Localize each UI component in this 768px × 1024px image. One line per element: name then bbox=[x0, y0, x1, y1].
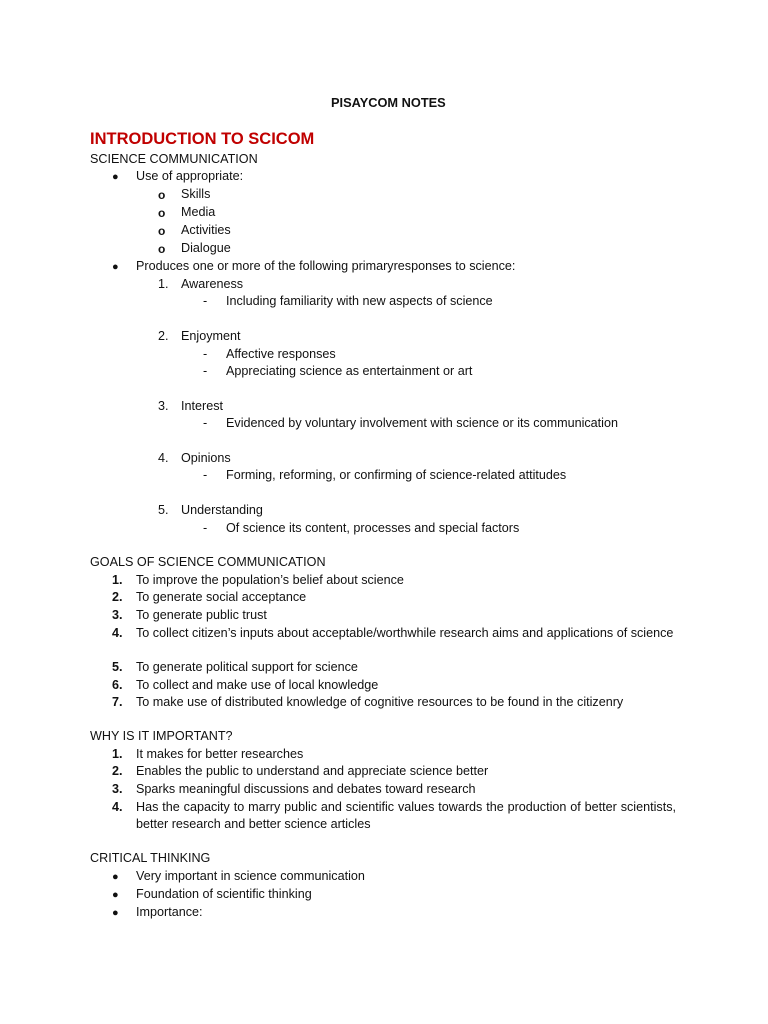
response-detail: Including familiarity with new aspects of science bbox=[226, 294, 493, 308]
section-heading-critical-thinking: CRITICAL THINKING bbox=[90, 851, 211, 865]
response-detail: Evidenced by voluntary involvement with science or its communication bbox=[226, 416, 618, 430]
bullet-icon: ● bbox=[112, 907, 119, 919]
list-item: Use of appropriate: bbox=[136, 169, 244, 183]
dash-icon: - bbox=[203, 416, 208, 430]
circle-bullet-icon: o bbox=[158, 224, 166, 238]
sub-list-item: Activities bbox=[181, 223, 231, 237]
section-heading-science-communication: SCIENCE COMMUNICATION bbox=[90, 152, 258, 166]
bullet-icon: ● bbox=[112, 171, 119, 183]
list-item: Produces one or more of the following primaryresponses to science: bbox=[136, 259, 516, 273]
importance-item: Has the capacity to marry public and scientific values towards the production of better scientists, better research and better science articles bbox=[136, 800, 676, 831]
sub-list-item: Media bbox=[181, 205, 216, 219]
list-number: 5. bbox=[158, 503, 169, 517]
goal-item: To collect and make use of local knowledge bbox=[136, 678, 379, 692]
sub-list-item: Dialogue bbox=[181, 241, 231, 255]
bullet-icon: ● bbox=[112, 871, 119, 883]
goal-item: To generate political support for science bbox=[136, 660, 358, 674]
importance-item: Enables the public to understand and appreciate science better bbox=[136, 764, 489, 778]
goal-item: To generate public trust bbox=[136, 608, 267, 622]
list-number: 4. bbox=[158, 451, 169, 465]
response-detail: Of science its content, processes and special factors bbox=[226, 521, 520, 535]
response-label: Enjoyment bbox=[181, 329, 241, 343]
list-number: 1. bbox=[112, 747, 123, 761]
circle-bullet-icon: o bbox=[158, 206, 166, 220]
list-number: 6. bbox=[112, 678, 123, 692]
response-label: Interest bbox=[181, 399, 223, 413]
list-number: 2. bbox=[112, 764, 123, 778]
list-number: 1. bbox=[158, 277, 169, 291]
response-detail: Affective responses bbox=[226, 347, 336, 361]
list-number: 7. bbox=[112, 695, 123, 709]
list-number: 3. bbox=[158, 399, 169, 413]
sub-list-item: Skills bbox=[181, 187, 211, 201]
bullet-icon: ● bbox=[112, 261, 119, 273]
section-heading-importance: WHY IS IT IMPORTANT? bbox=[90, 729, 233, 743]
response-label: Awareness bbox=[181, 277, 244, 291]
list-number: 3. bbox=[112, 608, 123, 622]
dash-icon: - bbox=[203, 347, 208, 361]
list-number: 2. bbox=[158, 329, 169, 343]
list-number: 4. bbox=[112, 626, 123, 640]
critical-item: Foundation of scientific thinking bbox=[136, 887, 312, 901]
goal-item: To improve the population’s belief about science bbox=[136, 573, 404, 587]
importance-item: Sparks meaningful discussions and debates toward research bbox=[136, 782, 476, 796]
list-number: 3. bbox=[112, 782, 123, 796]
dash-icon: - bbox=[203, 364, 208, 378]
dash-icon: - bbox=[203, 294, 208, 308]
importance-item: It makes for better researches bbox=[136, 747, 304, 761]
response-detail: Appreciating science as entertainment or art bbox=[226, 364, 473, 378]
goal-item: To collect citizen’s inputs about acceptable/worthwhile research aims and applications of science bbox=[136, 626, 674, 640]
dash-icon: - bbox=[203, 468, 208, 482]
goal-item: To make use of distributed knowledge of cognitive resources to be found in the citizenry bbox=[136, 695, 624, 709]
list-number: 1. bbox=[112, 573, 123, 587]
response-label: Understanding bbox=[181, 503, 263, 517]
critical-item: Very important in science communication bbox=[136, 869, 365, 883]
page-title: PISAYCOM NOTES bbox=[331, 95, 446, 110]
critical-item: Importance: bbox=[136, 905, 203, 919]
response-label: Opinions bbox=[181, 451, 231, 465]
circle-bullet-icon: o bbox=[158, 242, 166, 256]
section-heading-goals: GOALS OF SCIENCE COMMUNICATION bbox=[90, 555, 326, 569]
bullet-icon: ● bbox=[112, 889, 119, 901]
response-detail: Forming, reforming, or confirming of science-related attitudes bbox=[226, 468, 567, 482]
dash-icon: - bbox=[203, 521, 208, 535]
list-number: 2. bbox=[112, 590, 123, 604]
goal-item: To generate social acceptance bbox=[136, 590, 307, 604]
list-number: 4. bbox=[112, 800, 123, 814]
circle-bullet-icon: o bbox=[158, 188, 166, 202]
list-number: 5. bbox=[112, 660, 123, 674]
main-heading: INTRODUCTION TO SCICOM bbox=[90, 130, 315, 148]
